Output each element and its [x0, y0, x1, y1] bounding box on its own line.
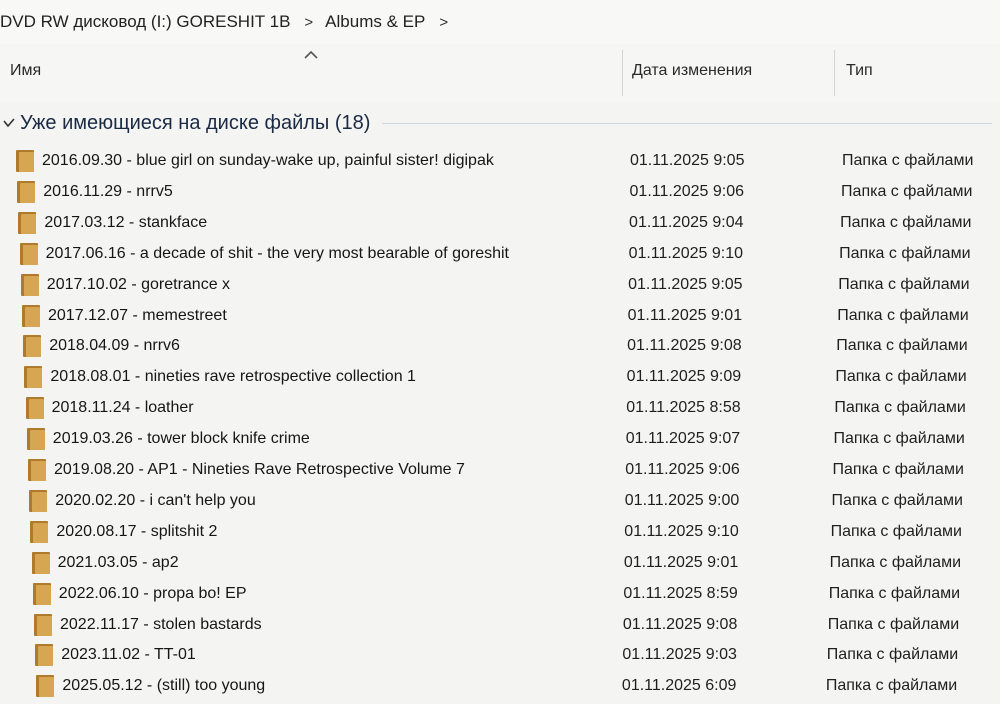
- file-date: 01.11.2025 9:09: [626, 368, 742, 386]
- file-type: Папка с файлами: [825, 677, 958, 695]
- table-row[interactable]: [0, 548, 1000, 578]
- file-date: 01.11.2025 9:08: [627, 337, 742, 355]
- table-row[interactable]: [0, 208, 1000, 238]
- file-date: 01.11.2025 9:01: [627, 306, 743, 324]
- folder-icon: [24, 366, 42, 388]
- file-type: Папка с файлами: [830, 522, 962, 540]
- chevron-down-icon[interactable]: [2, 116, 16, 130]
- table-row[interactable]: [0, 239, 1000, 269]
- table-row[interactable]: [0, 146, 1000, 176]
- file-date: 01.11.2025 8:59: [623, 584, 738, 602]
- file-date: 01.11.2025 9:04: [629, 213, 744, 231]
- file-type: Папка с файлами: [833, 430, 965, 448]
- table-row[interactable]: [0, 671, 1000, 701]
- file-type: Папка с файлами: [826, 646, 959, 664]
- table-row[interactable]: [0, 486, 1000, 516]
- file-date: 01.11.2025 9:03: [622, 646, 737, 664]
- column-header-type[interactable]: Тип: [846, 62, 873, 79]
- file-type: Папка с файлами: [829, 553, 962, 571]
- folder-icon: [33, 583, 51, 605]
- breadcrumb-item-albums[interactable]: Albums & EP: [325, 12, 426, 31]
- file-date: 01.11.2025 9:01: [623, 553, 739, 571]
- file-date: 01.11.2025 9:10: [624, 522, 739, 540]
- file-name: 2016.09.30 - blue girl on sunday-wake up, painful sister! digipak: [42, 152, 494, 169]
- sort-ascending-icon: [304, 50, 318, 60]
- table-row[interactable]: [0, 424, 1000, 454]
- column-divider[interactable]: [622, 50, 623, 96]
- file-name: 2020.08.17 - splitshit 2: [56, 522, 218, 540]
- file-type: Папка с файлами: [837, 306, 969, 324]
- chevron-right-icon[interactable]: >: [439, 13, 449, 31]
- table-row[interactable]: [0, 331, 1000, 361]
- folder-icon: [36, 675, 54, 697]
- group-title: Уже имеющиеся на диске файлы (18): [20, 111, 371, 134]
- file-date: 01.11.2025 9:07: [625, 430, 741, 448]
- table-row[interactable]: [0, 610, 1000, 640]
- file-type: Папка с файлами: [840, 213, 972, 231]
- folder-icon: [23, 335, 41, 357]
- table-row[interactable]: [0, 579, 1000, 609]
- table-row[interactable]: [0, 301, 1000, 331]
- breadcrumb-item-drive[interactable]: DVD RW дисковод (I:) GORESHIT 1B: [0, 12, 291, 31]
- folder-icon: [20, 243, 38, 265]
- column-header-name[interactable]: Имя: [10, 62, 42, 79]
- folder-icon: [34, 614, 52, 636]
- folder-icon: [28, 459, 46, 481]
- file-name: 2017.12.07 - memestreet: [48, 306, 227, 324]
- column-header-date[interactable]: Дата изменения: [632, 62, 753, 79]
- file-date: 01.11.2025 9:10: [628, 244, 744, 262]
- group-divider: [382, 123, 992, 124]
- folder-icon: [17, 181, 35, 203]
- group-header[interactable]: [0, 108, 1000, 138]
- file-date: 01.11.2025 9:05: [630, 152, 745, 169]
- file-name: 2018.04.09 - nrrv6: [49, 337, 180, 355]
- column-header: [0, 44, 1000, 102]
- folder-icon: [21, 274, 39, 296]
- file-date: 01.11.2025 9:06: [625, 461, 740, 478]
- file-name: 2018.08.01 - nineties rave retrospective collection 1: [50, 368, 416, 386]
- folder-icon: [26, 397, 44, 419]
- breadcrumb: [0, 0, 1000, 45]
- table-row[interactable]: [0, 640, 1000, 670]
- table-row[interactable]: [0, 270, 1000, 300]
- file-name: 2021.03.05 - ap2: [57, 553, 179, 571]
- folder-icon: [32, 552, 50, 574]
- file-type: Папка с файлами: [831, 491, 963, 509]
- column-divider[interactable]: [834, 50, 835, 96]
- file-name: 2017.10.02 - goretrance x: [46, 275, 231, 293]
- folder-icon: [22, 305, 40, 327]
- folder-icon: [29, 490, 47, 512]
- file-date: 01.11.2025 9:05: [628, 275, 743, 293]
- file-type: Папка с файлами: [835, 368, 967, 386]
- file-type: Папка с файлами: [839, 244, 971, 262]
- file-type: Папка с файлами: [828, 584, 961, 602]
- folder-icon: [30, 521, 48, 543]
- file-date: 01.11.2025 9:06: [629, 182, 744, 200]
- file-date: 01.11.2025 9:00: [624, 491, 740, 509]
- file-name: 2022.06.10 - propa bo! EP: [58, 584, 247, 602]
- table-row[interactable]: [0, 362, 1000, 392]
- file-type: Папка с файлами: [827, 615, 960, 633]
- table-row[interactable]: [0, 393, 1000, 423]
- file-name: 2019.03.26 - tower block knife crime: [52, 430, 310, 448]
- file-name: 2019.08.20 - AP1 - Nineties Rave Retrospective Volume 7: [54, 461, 465, 478]
- chevron-right-icon[interactable]: >: [304, 13, 314, 31]
- file-type: Папка с файлами: [832, 461, 964, 478]
- file-name: 2022.11.17 - stolen bastards: [60, 615, 262, 633]
- folder-icon: [35, 644, 53, 666]
- table-row[interactable]: [0, 517, 1000, 547]
- table-row[interactable]: [0, 455, 1000, 485]
- file-name: 2023.11.02 - TT-01: [61, 646, 196, 664]
- file-date: 01.11.2025 6:09: [621, 677, 737, 695]
- file-type: Папка с файлами: [838, 275, 970, 293]
- file-type: Папка с файлами: [836, 337, 968, 355]
- folder-icon: [16, 150, 34, 172]
- file-name: 2017.03.12 - stankface: [44, 213, 208, 231]
- file-date: 01.11.2025 9:08: [622, 615, 738, 633]
- file-name: 2017.06.16 - a decade of shit - the very most bearable of goreshit: [45, 244, 509, 262]
- file-name: 2016.11.29 - nrrv5: [43, 182, 173, 200]
- file-type: Папка с файлами: [841, 182, 973, 200]
- file-date: 01.11.2025 8:58: [626, 399, 741, 417]
- table-row[interactable]: [0, 177, 1000, 207]
- folder-icon: [18, 212, 36, 234]
- file-type: Папка с файлами: [834, 399, 966, 417]
- file-name: 2025.05.12 - (still) too young: [62, 677, 266, 695]
- folder-icon: [27, 428, 45, 450]
- file-name: 2020.02.20 - i can't help you: [55, 491, 256, 509]
- file-type: Папка с файлами: [842, 152, 974, 169]
- file-name: 2018.11.24 - loather: [51, 399, 194, 417]
